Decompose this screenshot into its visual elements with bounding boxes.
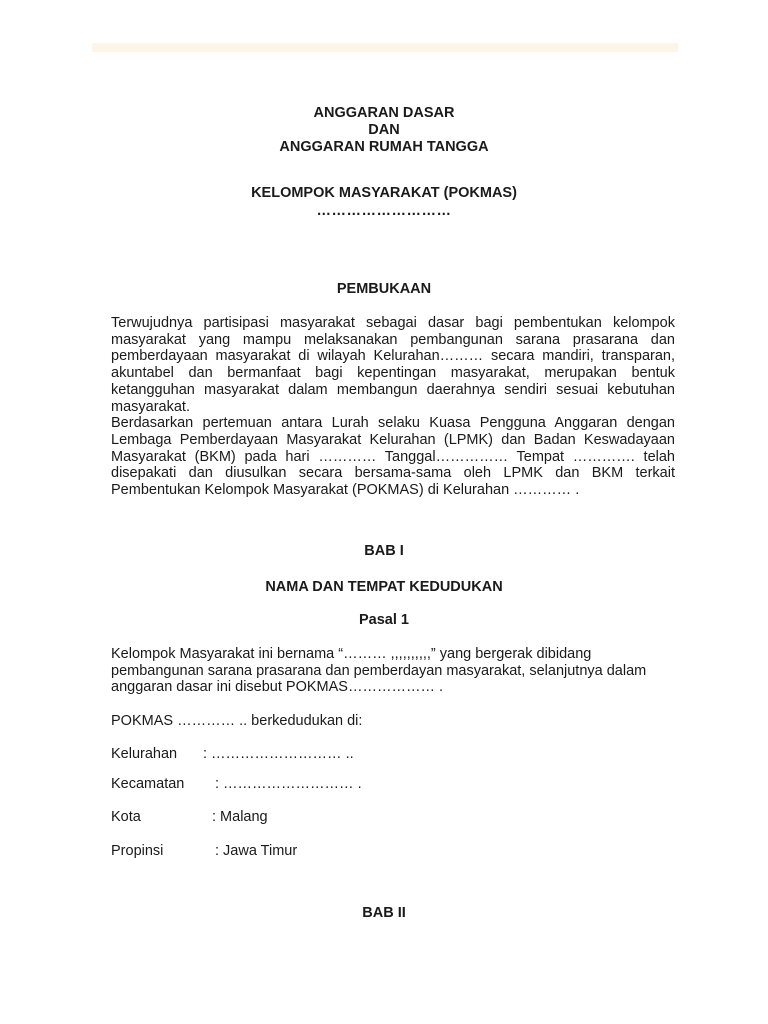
- pembukaan-paragraph-2: Berdasarkan pertemuan antara Lurah selaku Kuasa Pengguna Anggaran dengan Lembaga Pemberdayaan Masyarakat Kelurahan (LPMK) dan Badan Keswadayaan Masyarakat (BKM) pada hari ………… Tanggal…………… Tempat …………. telah disepakati dan diusulkan secara bersama-sama oleh LPMK dan BKM terkait Pembentukan Kelompok Masyarakat (POKMAS) di Kelurahan ………… .: [111, 415, 675, 499]
- title-line-3: ANGGARAN RUMAH TANGGA: [279, 139, 489, 155]
- field-label: Propinsi: [111, 843, 164, 859]
- field-propinsi: [111, 843, 298, 860]
- pembukaan-paragraph-1: Terwujudnya partisipasi masyarakat sebagai dasar bagi pembentukan kelompok masyarakat yang mampu melaksanakan pembangunan sarana prasarana dan pemberdayaan masyarakat di wilayah Kelurahan……… secara mandiri, transparan, akuntabel dan bermanfaat bagi kepentingan masyarakat, merupakan bentuk ketangguhan masyarakat dalam membangun daerahnya sendiri sesuai kebutuhan masyarakat.: [111, 315, 675, 415]
- pasal1-paragraph: Kelompok Masyarakat ini bernama “……… ,,,,,,,,,,” yang bergerak dibidang pembangunan sarana prasarana dan pemberdayan masyarakat, selanjutnya dalam anggaran dasar ini disebut POKMAS……………… .: [111, 646, 647, 696]
- org-title: KELOMPOK MASYARAKAT (POKMAS): [251, 185, 517, 201]
- bab2-title: BAB II: [362, 905, 406, 921]
- field-label: Kecamatan: [111, 776, 185, 792]
- pokmas-location-intro: POKMAS ………… .. berkedudukan di:: [111, 713, 363, 729]
- field-kelurahan: [111, 746, 354, 763]
- field-value: : Malang: [212, 809, 268, 825]
- org-name-placeholder: ………………………: [316, 203, 452, 219]
- field-value: : ……………………… ..: [203, 746, 354, 762]
- pasal1-heading: Pasal 1: [359, 612, 409, 628]
- field-kecamatan: [111, 776, 362, 793]
- field-label: Kota: [111, 809, 141, 825]
- pembukaan-body: [111, 315, 675, 499]
- field-value: : Jawa Timur: [215, 843, 298, 859]
- page-top-band: [92, 43, 678, 52]
- field-kota: [111, 809, 268, 826]
- title-line-2: DAN: [368, 122, 400, 138]
- bab1-title: BAB I: [364, 543, 404, 559]
- bab1-subtitle: NAMA DAN TEMPAT KEDUDUKAN: [265, 579, 503, 595]
- field-label: Kelurahan: [111, 746, 178, 762]
- pembukaan-heading: PEMBUKAAN: [336, 281, 432, 297]
- title-line-1: ANGGARAN DASAR: [313, 105, 455, 121]
- field-value: : ……………………… .: [215, 776, 362, 792]
